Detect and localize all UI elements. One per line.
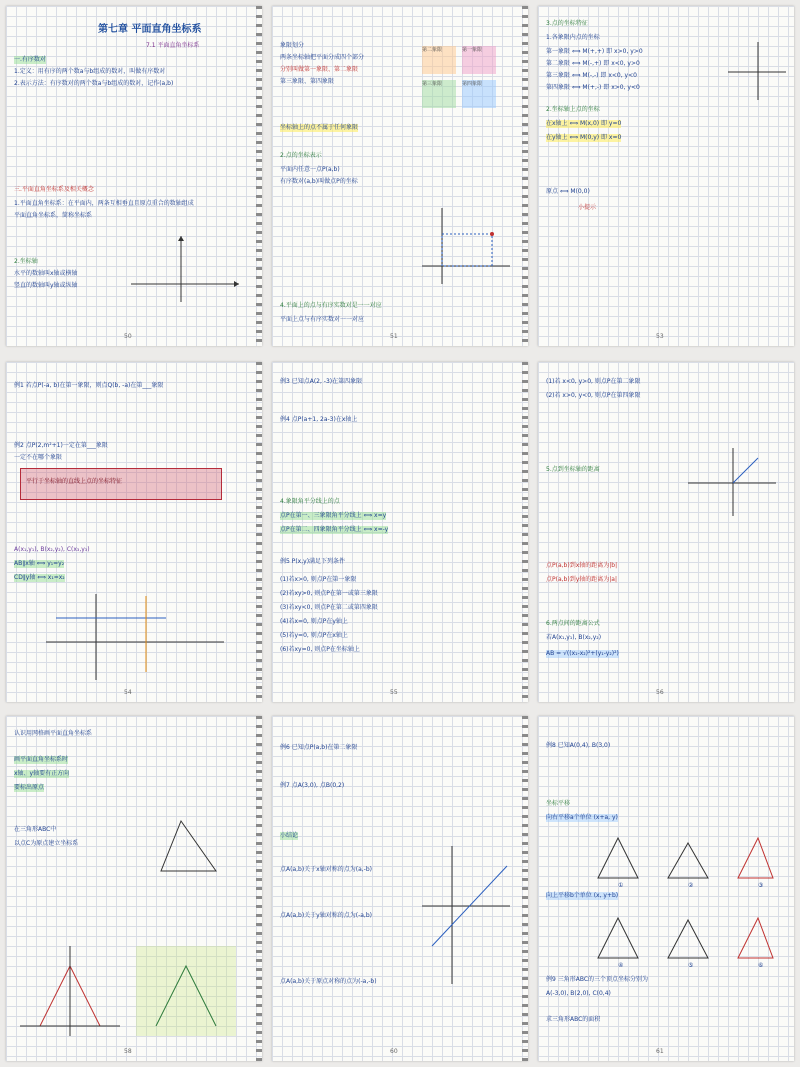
quadrant-2: 第二象限 <box>422 46 456 74</box>
note-line: 向右平移a个单位 (x+a, y) <box>546 814 618 821</box>
note-line: 认识用网格画平面直角坐标系 <box>14 730 93 737</box>
note-line: 在x轴上 ⟺ M(x,0) 即 y=0 <box>546 120 622 127</box>
note-line: 1.各象限内点的坐标 <box>546 34 600 41</box>
note-line: (4)若x=0, 则点P在y轴上 <box>280 618 348 625</box>
note-line: 2.点的坐标表示 <box>280 152 322 159</box>
page-number: 54 <box>124 689 132 696</box>
note-line: (5)若y=0, 则点P在x轴上 <box>280 632 348 639</box>
note-line: AB∥x轴 ⟺ y₁=y₂ <box>14 560 65 567</box>
tip-label: 小提示 <box>578 204 597 211</box>
note-line: 水平的数轴叫x轴或横轴 <box>14 270 78 277</box>
note-line: 点P在第二、四象限角平分线上 ⟺ x=-y <box>280 526 389 533</box>
note-line: 点A(a,b)关于x轴对称的点为(a,-b) <box>280 866 372 873</box>
coordinate-axes-sketch <box>728 42 788 102</box>
coordinate-axes-sketch <box>46 592 226 682</box>
note-line: (6)若xy=0, 则点P在坐标轴上 <box>280 646 360 653</box>
note-line: A(x₁,y₁), B(x₂,y₂), C(x₃,y₃) <box>14 546 90 553</box>
note-line: 两条坐标轴把平面分成四个部分 <box>280 54 365 61</box>
notebook-page-7 <box>6 716 262 1061</box>
note-line: 6.两点间的距离公式 <box>546 620 600 627</box>
note-line: 例8 已知A(0,4), B(3,0) <box>546 742 611 749</box>
notebook-page-1 <box>6 6 262 346</box>
note-line: 4.平面上的点与有序实数对是一一对应 <box>280 302 382 309</box>
quadrant-3: 第三象限 <box>422 80 456 108</box>
figure-label: ① <box>618 882 624 889</box>
page-number: 50 <box>124 333 132 340</box>
section-subtitle: 7.1 平面直角坐标系 <box>146 42 200 49</box>
spiral-binding <box>256 362 262 702</box>
note-line: 以点C为原点建立坐标系 <box>14 840 79 847</box>
box-text: 平行于坐标轴的直线上点的坐标特征 <box>26 478 123 485</box>
triangle-sketch <box>156 816 226 876</box>
page-number: 61 <box>656 1048 664 1055</box>
note-line: (2)若xy>0, 则点P在第一或第三象限 <box>280 590 378 597</box>
note-line: 4.象限角平分线上的点 <box>280 498 340 505</box>
figure-label: ⑤ <box>688 962 694 969</box>
chapter-title: 第七章 平面直角坐标系 <box>98 24 202 35</box>
notebook-page-9 <box>538 716 794 1061</box>
note-line: 一.有序数对 <box>14 56 46 63</box>
page-number: 56 <box>656 689 664 696</box>
note-line: 画平面直角坐标系时 <box>14 756 69 763</box>
note-line: 2.坐标轴 <box>14 258 38 265</box>
note-line: (1)若 x<0, y>0, 则点P在第二象限 <box>546 378 641 385</box>
note-line: AB = √((x₁-x₂)²+(y₁-y₂)²) <box>546 650 619 657</box>
quadrant-4: 第四象限 <box>462 80 496 108</box>
note-line: 第三象限、第四象限 <box>280 78 335 85</box>
figure-label: ② <box>688 882 694 889</box>
note-line: 平面内任意一点P(a,b) <box>280 166 340 173</box>
note-line: 2.坐标轴上点的坐标 <box>546 106 600 113</box>
note-line: 例5 P(x,y)满足下列条件 <box>280 558 346 565</box>
page-number: 58 <box>124 1048 132 1055</box>
notebook-page-4 <box>6 362 262 702</box>
notebook-page-3 <box>538 6 794 346</box>
note-line: 第四象限 ⟺ M(+,-) 即 x>0, y<0 <box>546 84 640 91</box>
note-line: 点A(a,b)关于y轴对称的点为(-a,b) <box>280 912 372 919</box>
spiral-binding <box>522 362 528 702</box>
note-line: 原点 ⟺ M(0,0) <box>546 188 590 195</box>
note-line: 例4 点P(a+1, 2a-3)在x轴上 <box>280 416 358 423</box>
note-line: 例1 若点P(-a, b)在第一象限，则点Q(b, -a)在第___象限 <box>14 382 164 389</box>
page-number: 55 <box>390 689 398 696</box>
figure-label: ③ <box>758 882 764 889</box>
note-line: 点P(a,b)到x轴的距离为|b| <box>546 562 618 569</box>
note-line: 要标出原点 <box>14 784 45 791</box>
coordinate-axes-sketch <box>688 448 778 518</box>
note-line: x轴、y轴要有正方向 <box>14 770 70 777</box>
note-line: 坐标平移 <box>546 800 571 807</box>
note-line: 例3 已知点A(2, -3)在第四象限 <box>280 378 363 385</box>
note-line: 例7 点A(3,0), 点B(0,2) <box>280 782 345 789</box>
note-line: A(-3,0), B(2,0), C(0,4) <box>546 990 611 997</box>
note-line: 求三角形ABC的面积 <box>546 1016 601 1023</box>
note-line: 点A(a,b)关于原点对称的点为(-a,-b) <box>280 978 377 985</box>
figure-label: ④ <box>618 962 624 969</box>
note-line: 第一象限 ⟺ M(+,+) 即 x>0, y>0 <box>546 48 643 55</box>
note-line: 分别叫做第一象限、第二象限 <box>280 66 359 73</box>
note-line: 在y轴上 ⟺ M(0,y) 即 x=0 <box>546 134 622 141</box>
note-line: 2.表示方法：有序数对的两个数a与b组成的数对，记作(a,b) <box>14 80 174 87</box>
note-line: 坐标轴上的点不属于任何象限 <box>280 124 359 131</box>
notebook-page-6 <box>538 362 794 702</box>
figure-label: ⑥ <box>758 962 764 969</box>
spiral-binding <box>522 6 528 346</box>
spiral-binding <box>522 716 528 1061</box>
note-line: 三.平面直角坐标系及相关概念 <box>14 186 94 193</box>
note-line: 在三角形ABC中 <box>14 826 57 833</box>
note-line: 3.点的坐标特征 <box>546 20 588 27</box>
note-line: 例9 三角形ABC的三个顶点坐标分别为 <box>546 976 649 983</box>
note-line: 若A(x₁,y₁), B(x₂,y₂) <box>546 634 602 641</box>
note-line: 例6 已知点P(a,b)在第二象限 <box>280 744 358 751</box>
note-line: 第二象限 ⟺ M(-,+) 即 x<0, y>0 <box>546 60 640 67</box>
spiral-binding <box>256 6 262 346</box>
grid-figure-right <box>136 946 236 1036</box>
note-line: 点P(a,b)到y轴的距离为|a| <box>546 576 617 583</box>
note-line: 小结论 <box>280 832 299 839</box>
coordinate-axes-sketch <box>422 206 512 286</box>
notebook-page-2 <box>272 6 528 346</box>
notebook-page-8 <box>272 716 528 1061</box>
note-line: 1.平面直角坐标系：在平面内，两条互相垂直且原点重合的数轴组成 <box>14 200 194 207</box>
quadrant-1: 第一象限 <box>462 46 496 74</box>
note-line: 平面上点与有序实数对一一对应 <box>280 316 365 323</box>
note-line: 例2 点P(2,m²+1)一定在第___象限 <box>14 442 108 449</box>
note-line: (3)若xy<0, 则点P在第二或第四象限 <box>280 604 378 611</box>
note-line: 平面直角坐标系，简称坐标系 <box>14 212 93 219</box>
note-line: 向上平移b个单位 (x, y+b) <box>546 892 619 899</box>
page-number: 53 <box>656 333 664 340</box>
note-line: 有序数对(a,b)叫做点P的坐标 <box>280 178 358 185</box>
note-line: CD∥y轴 ⟺ x₁=x₂ <box>14 574 65 581</box>
grid-figure-left <box>20 946 120 1036</box>
page-number: 60 <box>390 1048 398 1055</box>
note-line: (2)若 x>0, y<0, 则点P在第四象限 <box>546 392 641 399</box>
note-line: 点P在第一、三象限角平分线上 ⟺ x=y <box>280 512 387 519</box>
triangle-figures <box>578 828 778 968</box>
spiral-binding <box>256 716 262 1061</box>
note-line: 一定不在哪个象限 <box>14 454 63 461</box>
coordinate-axes-sketch <box>422 846 512 986</box>
note-line: 5.点到坐标轴的距离 <box>546 466 600 473</box>
note-line: 第三象限 ⟺ M(-,-) 即 x<0, y<0 <box>546 72 637 79</box>
note-line: 1.定义：用有序的两个数a与b组成的数对，叫做有序数对 <box>14 68 166 75</box>
note-line: 竖直的数轴叫y轴或纵轴 <box>14 282 78 289</box>
coordinate-axes-sketch <box>131 234 241 304</box>
page-number: 51 <box>390 333 398 340</box>
note-line: (1)若x>0, 则点P在第一象限 <box>280 576 357 583</box>
note-line: 象限划分 <box>280 42 305 49</box>
notebook-page-5 <box>272 362 528 702</box>
